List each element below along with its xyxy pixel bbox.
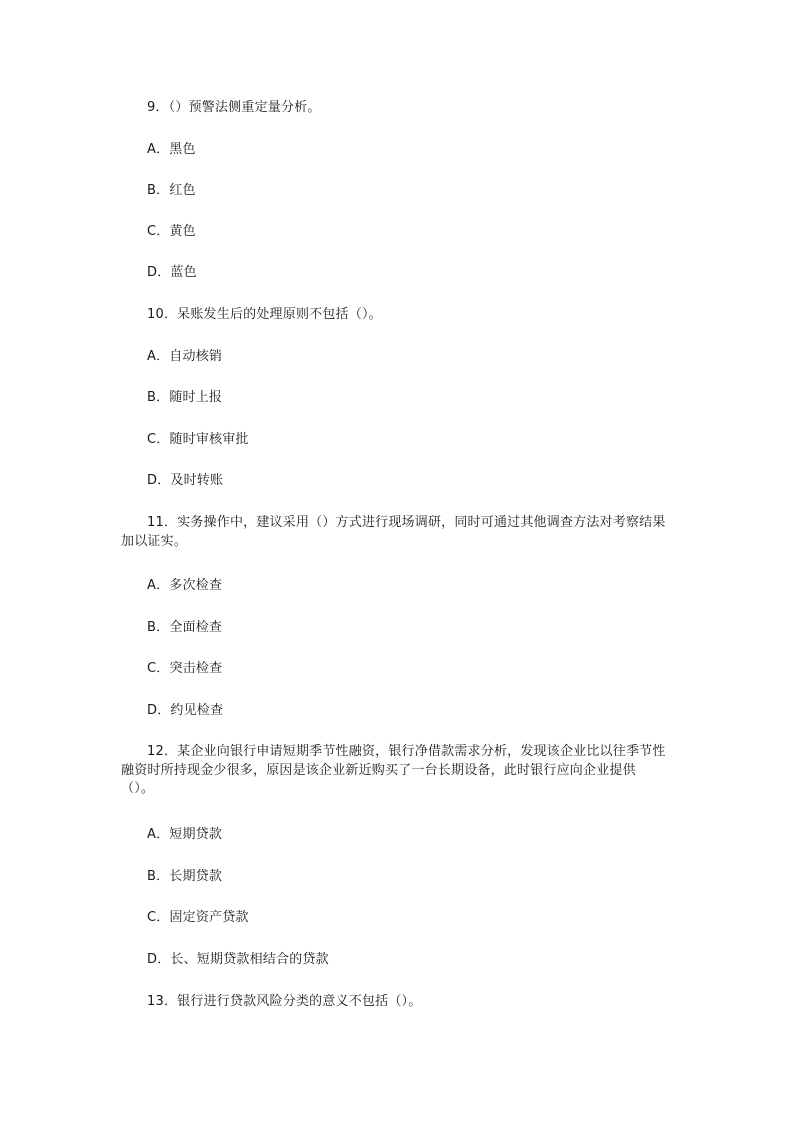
question-12-option-d: D．长、短期贷款相结合的贷款 [147,952,329,967]
question-12-stem: 12．某企业向银行申请短期季节性融资，银行净借款需求分析，发现该企业比以往季节性融资时所持现金少很多，原因是该企业新近购买了一台长期设备，此时银行应向企业提供（）。 [121,744,666,796]
question-10-option-d: D．及时转账 [147,473,224,488]
question-10-option-c: C．随时审核审批 [147,432,249,447]
question-13-stem: 13．银行进行贷款风险分类的意义不包括（）。 [147,994,422,1009]
question-11-option-b: B．全面检查 [147,620,223,635]
question-12-option-c: C．固定资产贷款 [147,910,249,925]
question-12-option-a: A．短期贷款 [147,827,223,842]
question-9-option-c: C．黄色 [147,224,196,239]
question-9-option-a: A．黑色 [147,142,196,157]
question-12-option-b: B．长期贷款 [147,869,223,884]
question-10-option-a: A．自动核销 [147,349,223,364]
question-11-option-a: A．多次检查 [147,578,223,593]
question-11-option-d: D．约见检查 [147,703,224,718]
question-9-option-d: D．蓝色 [147,265,197,280]
question-11-option-c: C．突击检查 [147,661,223,676]
question-11-stem: 11．实务操作中，建议采用（）方式进行现场调研，同时可通过其他调查方法对考察结果加以证实。 [121,515,666,549]
question-9-stem: 9．（）预警法侧重定量分析。 [147,100,321,115]
question-9-option-b: B．红色 [147,183,196,198]
question-10-stem: 10．呆账发生后的处理原则不包括（）。 [147,307,382,322]
question-10-option-b: B．随时上报 [147,390,223,405]
